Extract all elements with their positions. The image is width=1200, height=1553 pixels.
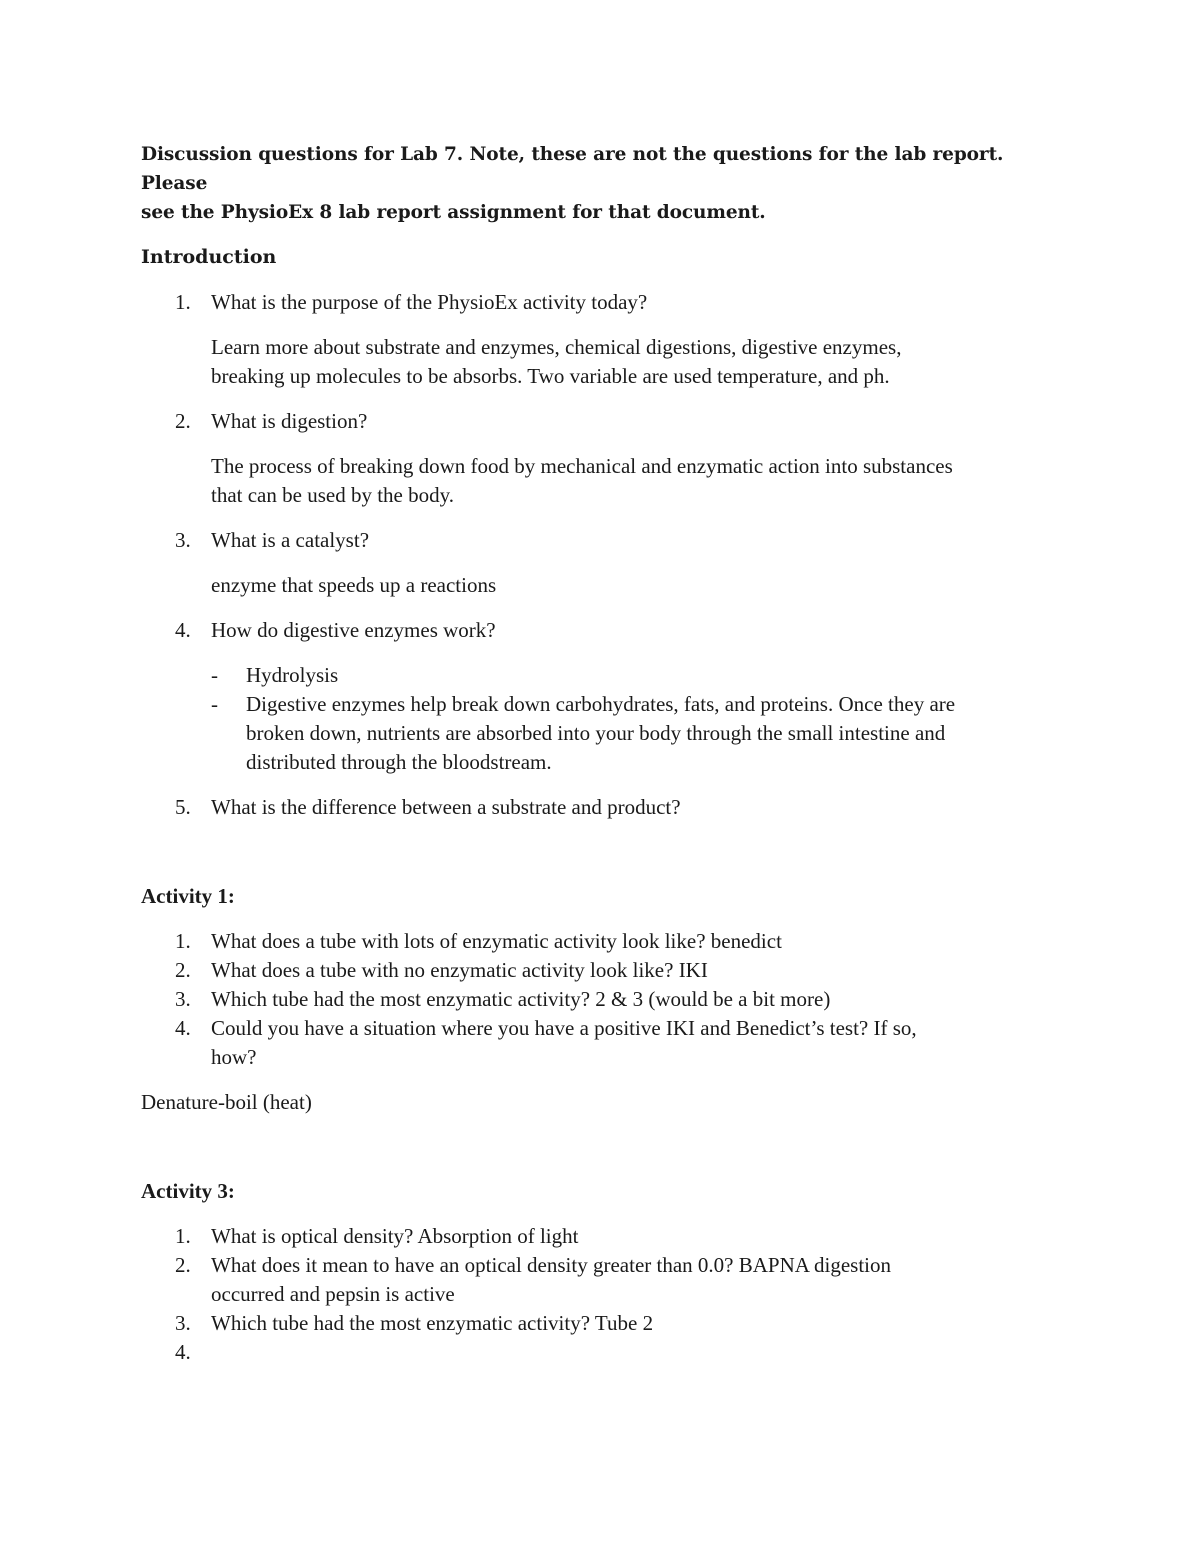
bullet-text: distributed through the bloodstream.	[246, 750, 552, 774]
question-text: how?	[211, 1045, 257, 1069]
activity-1-question-2	[141, 956, 1061, 985]
activity-3-question-1	[141, 1222, 1061, 1251]
list-number: 4.	[175, 1340, 191, 1364]
dash-marker: -	[211, 663, 218, 687]
activity-3-question-2-continuation	[141, 1280, 1061, 1309]
question-text: What does it mean to have an optical density greater than 0.0? BAPNA digestion	[211, 1253, 891, 1277]
list-number: 3.	[175, 987, 191, 1011]
bullet-item	[141, 661, 1061, 690]
list-number: 2.	[175, 1253, 191, 1277]
bullet-text: broken down, nutrients are absorbed into your body through the small intestine and	[246, 721, 946, 745]
activity-1-question-1	[141, 927, 1061, 956]
question-text: How do digestive enzymes work?	[211, 618, 496, 642]
list-number: 4.	[175, 618, 191, 642]
bullet-item	[141, 690, 1061, 719]
intro-question-5	[141, 793, 1061, 822]
list-number: 4.	[175, 1016, 191, 1040]
question-text: Could you have a situation where you have a positive IKI and Benedict’s test? If so,	[211, 1016, 917, 1040]
question-text: What is the difference between a substrate and product?	[211, 795, 681, 819]
activity-1-question-4	[141, 1014, 1061, 1043]
bullet-text: Digestive enzymes help break down carbohydrates, fats, and proteins. Once they are	[246, 692, 956, 716]
document-title-line-1: Discussion questions for Lab 7. Note, these are not the questions for the lab report. Please	[141, 144, 1004, 194]
bullet-continuation	[141, 748, 1061, 777]
question-text: What is digestion?	[211, 409, 368, 433]
question-text: What is optical density? Absorption of light	[211, 1224, 579, 1248]
activity-1-question-3	[141, 985, 1061, 1014]
activity-1-note: Denature-boil (heat)	[141, 1090, 312, 1114]
list-number: 5.	[175, 795, 191, 819]
activity-3-heading: Activity 3:	[141, 1179, 235, 1203]
intro-answer-3: enzyme that speeds up a reactions	[211, 573, 497, 597]
question-text	[211, 1338, 1061, 1367]
intro-answer-2-line-2: that can be used by the body.	[211, 483, 454, 507]
activity-3-question-2	[141, 1251, 1061, 1280]
introduction-heading: Introduction	[141, 246, 277, 268]
document-title-line-2: see the PhysioEx 8 lab report assignment for that document.	[141, 202, 766, 223]
question-text: occurred and pepsin is active	[211, 1282, 455, 1306]
question-text: What does a tube with no enzymatic activity look like? IKI	[211, 958, 708, 982]
question-text: Which tube had the most enzymatic activity? Tube 2	[211, 1311, 654, 1335]
list-number: 2.	[175, 409, 191, 433]
activity-1-question-4-continuation	[141, 1043, 1061, 1072]
list-number: 2.	[175, 958, 191, 982]
intro-question-1	[141, 288, 1061, 317]
intro-question-3	[141, 526, 1061, 555]
activity-3-question-3	[141, 1309, 1061, 1338]
list-number: 1.	[175, 929, 191, 953]
bullet-continuation	[141, 719, 1061, 748]
document-page	[141, 140, 1061, 1367]
question-text: What does a tube with lots of enzymatic activity look like? benedict	[211, 929, 782, 953]
intro-answer-1-line-1: Learn more about substrate and enzymes, chemical digestions, digestive enzymes,	[211, 335, 902, 359]
list-number: 1.	[175, 290, 191, 314]
dash-marker: -	[211, 692, 218, 716]
intro-answer-1-line-2: breaking up molecules to be absorbs. Two variable are used temperature, and ph.	[211, 364, 890, 388]
intro-answer-2-line-1: The process of breaking down food by mechanical and enzymatic action into substances	[211, 454, 953, 478]
list-number: 3.	[175, 528, 191, 552]
question-text: What is a catalyst?	[211, 528, 370, 552]
list-number: 1.	[175, 1224, 191, 1248]
list-number: 3.	[175, 1311, 191, 1335]
activity-3-question-4	[141, 1338, 1061, 1367]
activity-1-heading: Activity 1:	[141, 884, 235, 908]
question-text: What is the purpose of the PhysioEx activity today?	[211, 290, 648, 314]
bullet-text: Hydrolysis	[246, 663, 339, 687]
question-text: Which tube had the most enzymatic activity? 2 & 3 (would be a bit more)	[211, 987, 831, 1011]
intro-question-4	[141, 616, 1061, 645]
intro-question-2	[141, 407, 1061, 436]
